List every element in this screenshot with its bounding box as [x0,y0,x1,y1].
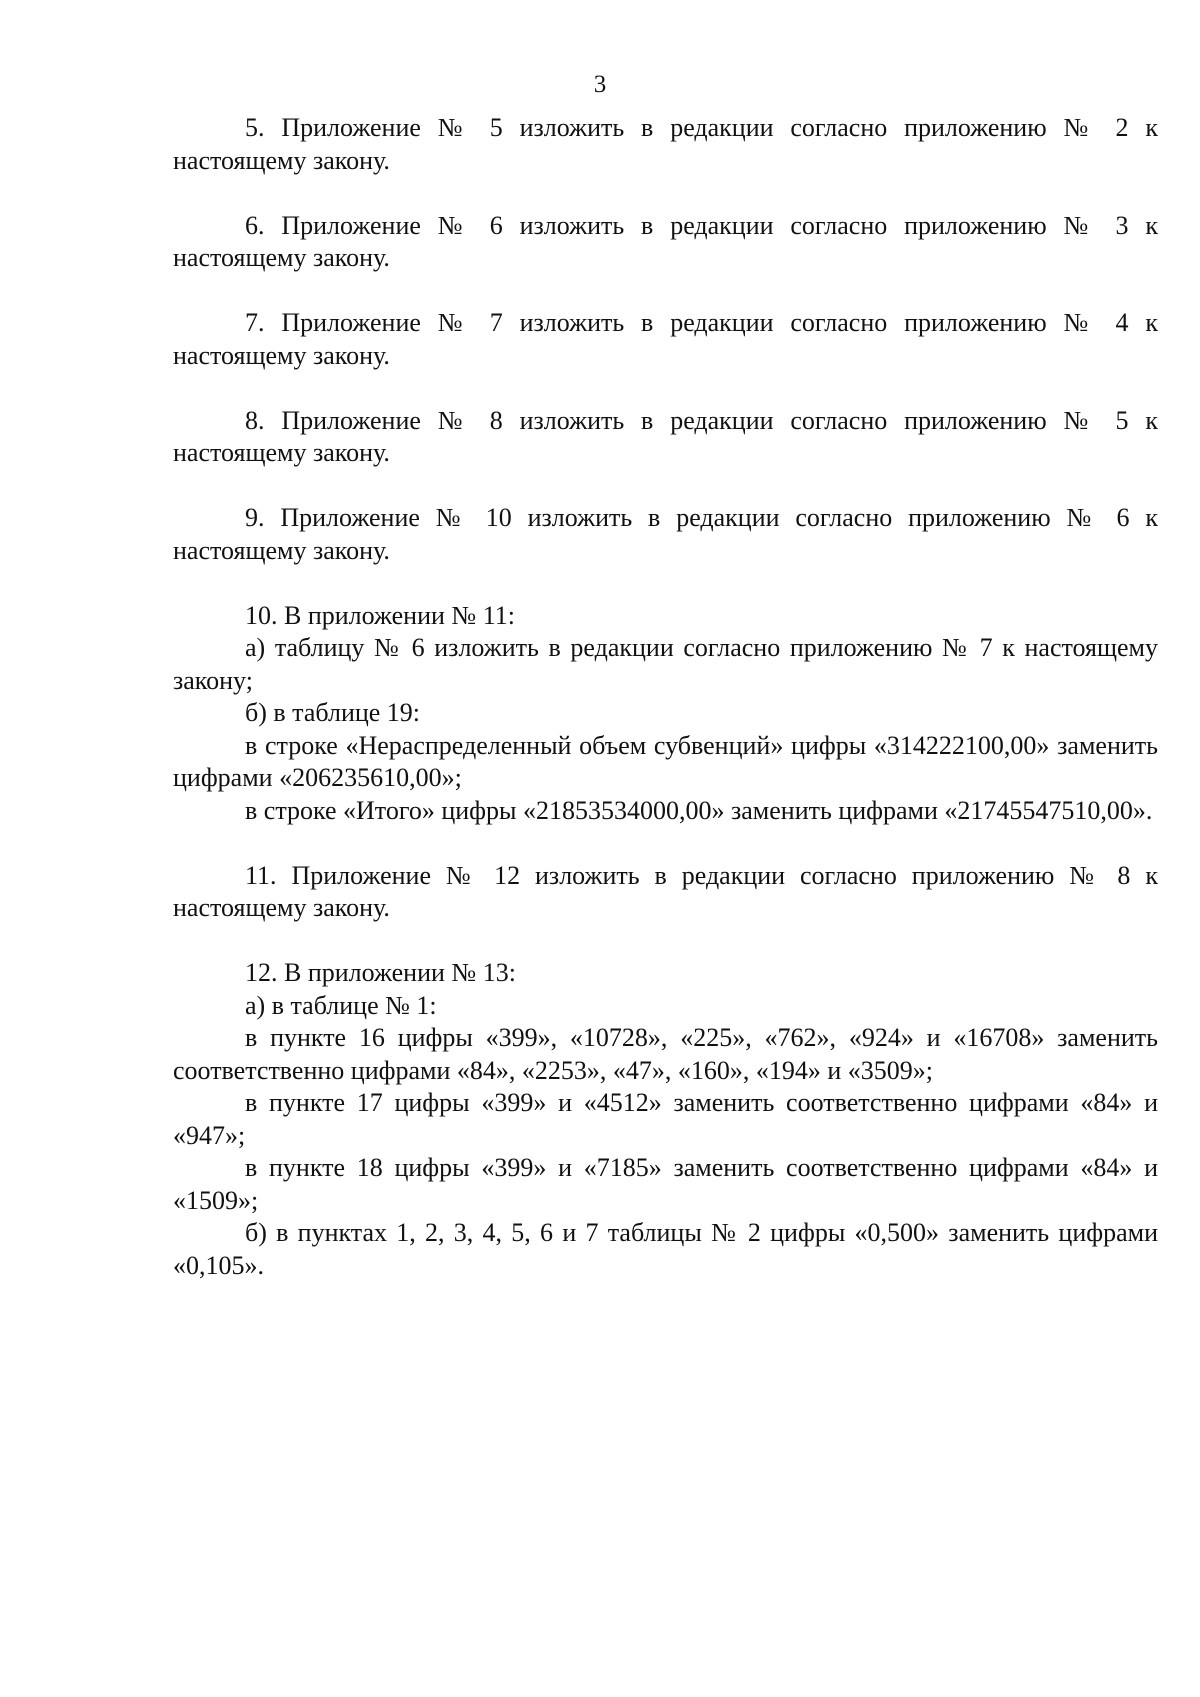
section-item-10 [173,600,1158,828]
page-number: 3 [593,71,607,98]
subparagraph-a: а) в таблице № 1: [245,990,437,1020]
subparagraph-b: б) в таблице 19: [245,698,421,727]
subparagraph-a-line-3: в пункте 18 цифры «399» и «7185» заменить соответственно цифрами «84» и «1509»; [173,1153,1158,1215]
section-heading: 12. В приложении № 13: [245,958,516,987]
paragraph: 11. Приложение № 12 изложить в редакции согласно приложению № 8 к настоящему закону. [173,860,1158,922]
list-item [173,502,1158,567]
subparagraph-b-line-1: в строке «Нераспределенный объем субвенций» цифры «314222100,00» заменить цифрами «206235610,00»; [173,730,1158,792]
list-item [173,210,1158,275]
paragraph: 9. Приложение № 10 изложить в редакции согласно приложению № 6 к настоящему закону. [173,503,1158,565]
list-item [173,307,1158,372]
subparagraph-a-line-1: в пункте 16 цифры «399», «10728», «225», «762», «924» и «16708» заменить соответственно цифрами «84», «2253», «47», «160», «194» и «3509»; [173,1023,1158,1085]
paragraph: 5. Приложение № 5 изложить в редакции согласно приложению № 2 к настоящему закону. [173,113,1158,175]
section-heading: 10. В приложении № 11: [245,600,515,630]
paragraph: 6. Приложение № 6 изложить в редакции согласно приложению № 3 к настоящему закону. [173,210,1158,272]
subparagraph-a: а) таблицу № 6 изложить в редакции согласно приложению № 7 к настоящему закону; [173,633,1158,695]
section-item-12 [173,957,1158,1282]
subparagraph-b-line-2: в строке «Итого» цифры «21853534000,00» заменить цифрами «21745547510,00». [245,795,1153,825]
document-body [173,112,1158,1315]
paragraph: 8. Приложение № 8 изложить в редакции согласно приложению № 5 к настоящему закону. [173,405,1158,467]
list-item [173,112,1158,177]
section-item-11 [173,860,1158,925]
subparagraph-b: б) в пунктах 1, 2, 3, 4, 5, 6 и 7 таблицы № 2 цифры «0,500» заменить цифрами «0,105». [173,1218,1158,1280]
subparagraph-a-line-2: в пункте 17 цифры «399» и «4512» заменить соответственно цифрами «84» и «947»; [173,1088,1158,1150]
list-item [173,405,1158,470]
paragraph: 7. Приложение № 7 изложить в редакции согласно приложению № 4 к настоящему закону. [173,308,1158,370]
